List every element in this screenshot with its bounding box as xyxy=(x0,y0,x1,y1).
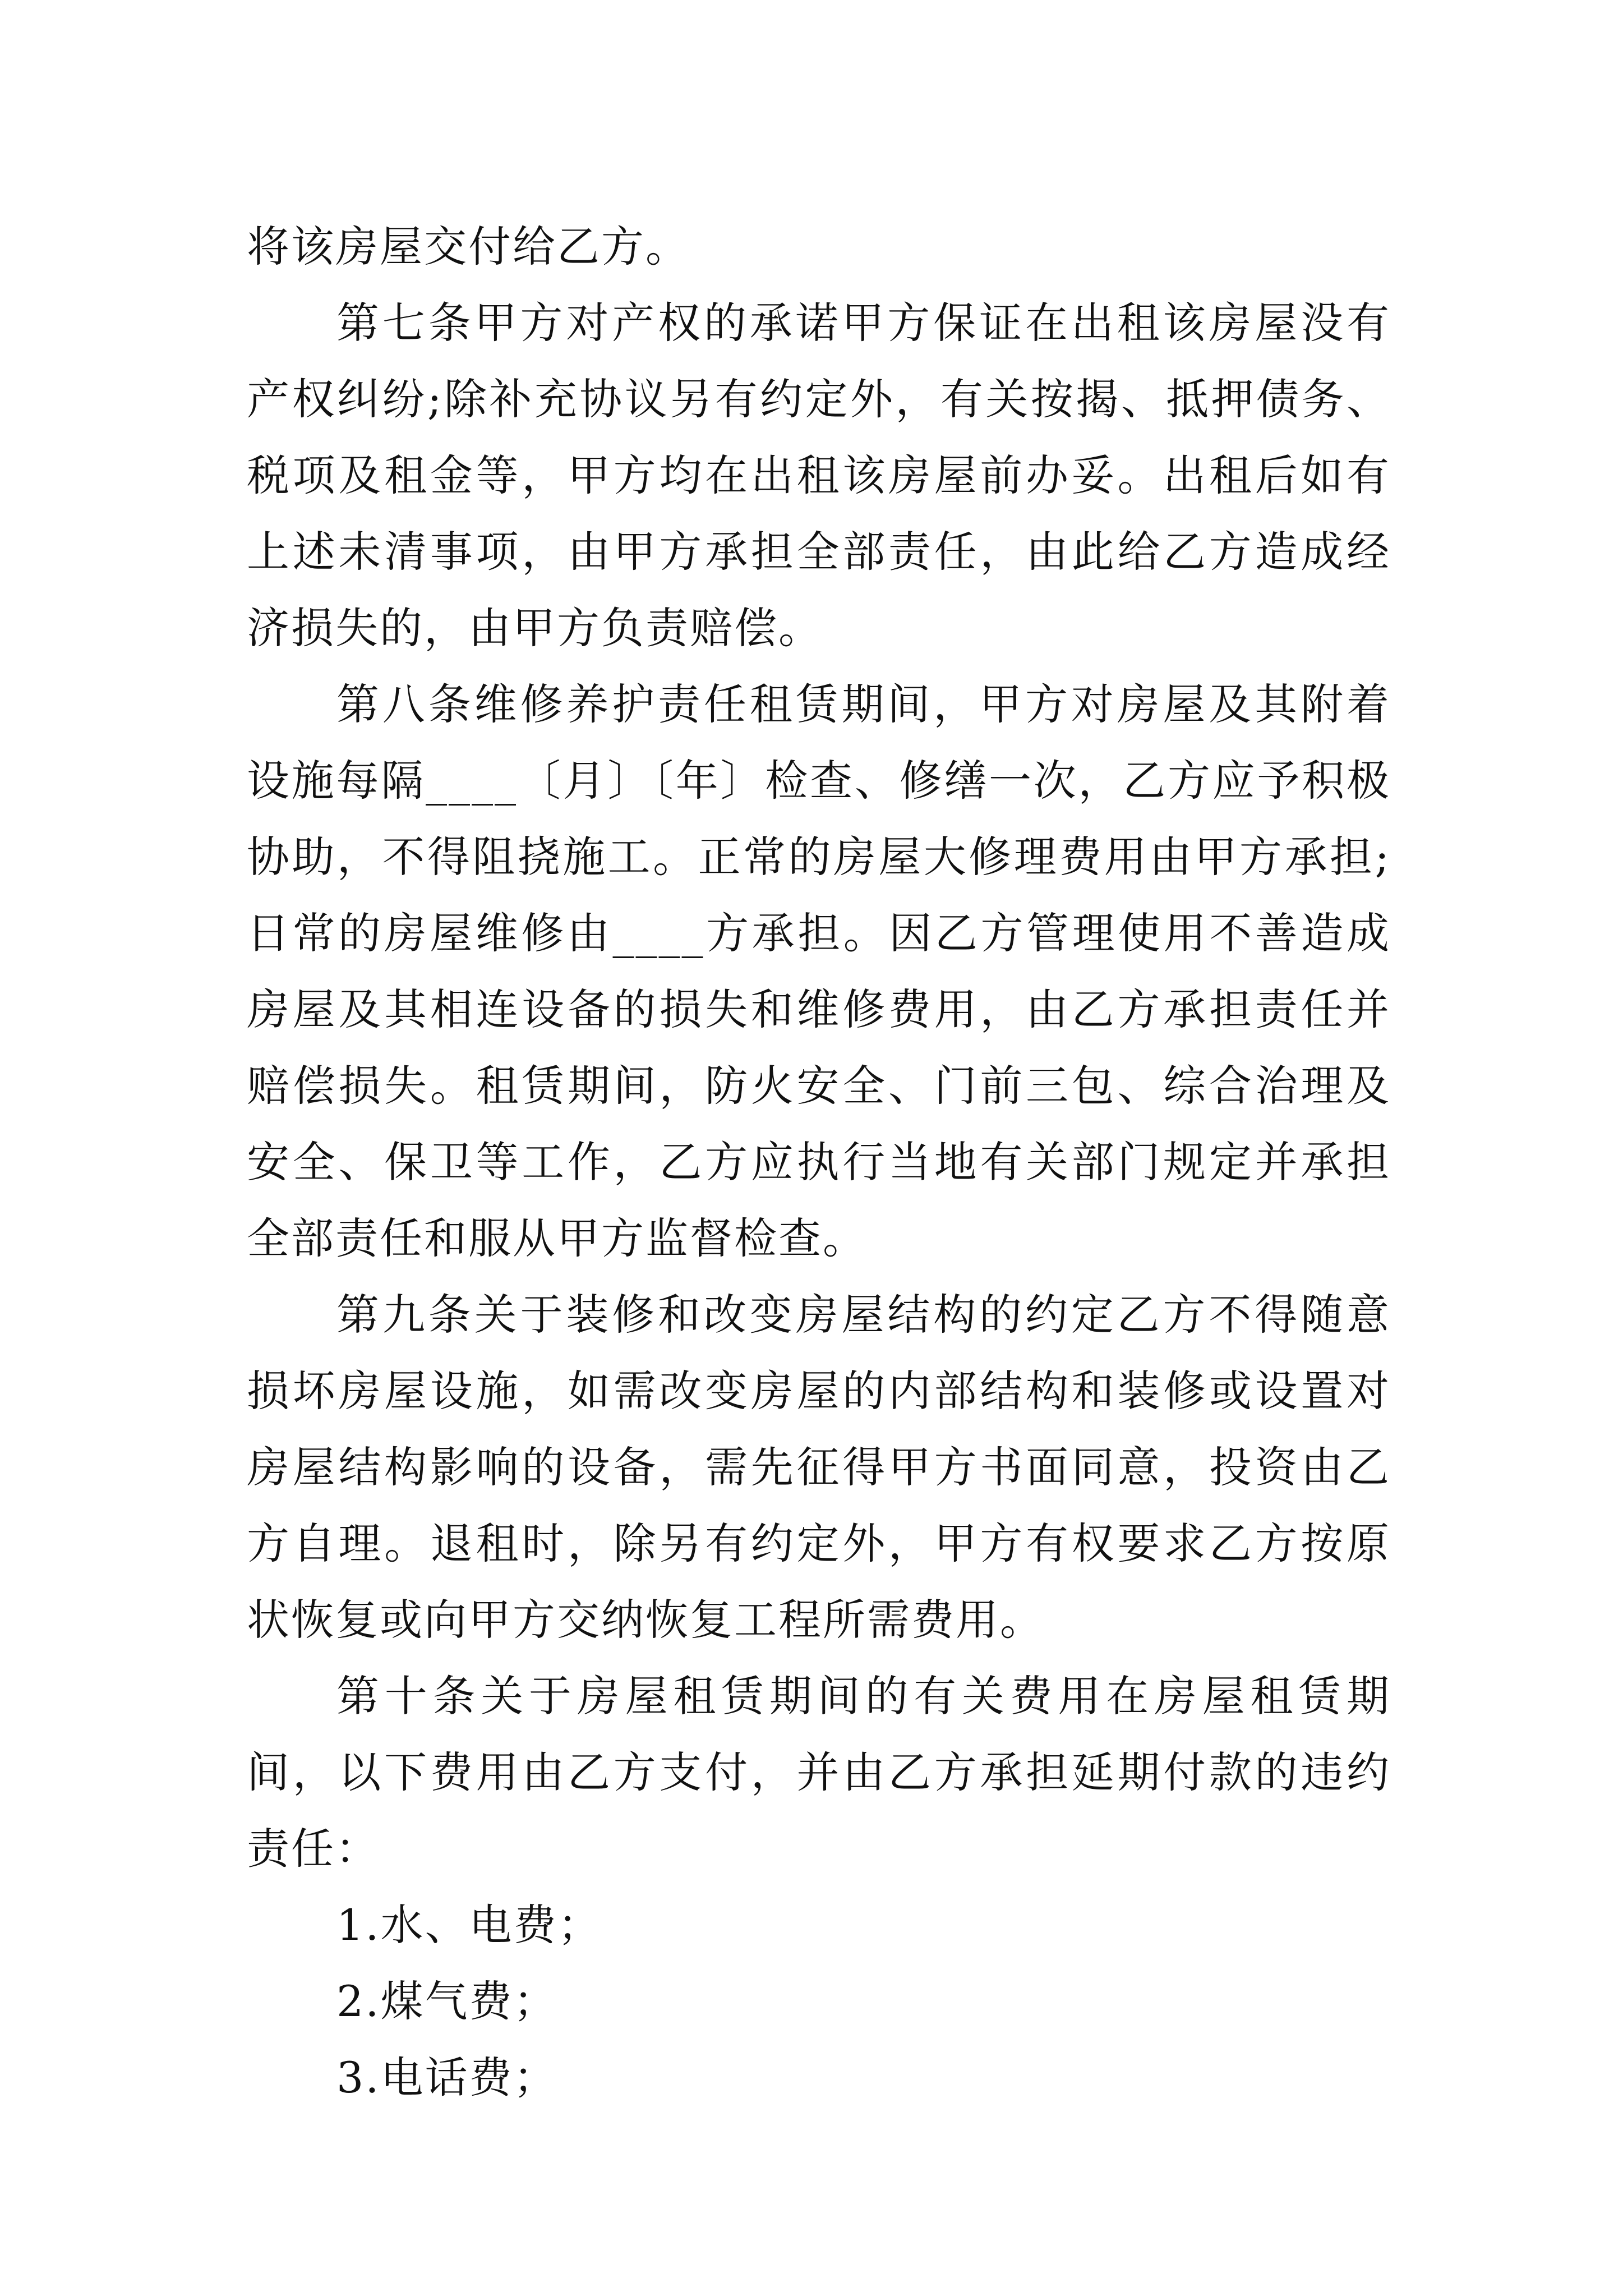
paragraph-article-9: 第九条关于装修和改变房屋结构的约定乙方不得随意损坏房屋设施，如需改变房屋的内部结构和装修或设置对房屋结构影响的设备，需先征得甲方书面同意，投资由乙方自理。退租时，除另有约定外，甲方有权要求乙方按原状恢复或向甲方交纳恢复工程所需费用。 xyxy=(247,1290,1391,1645)
list-item-water-electricity: 1.水、电费； xyxy=(336,1900,602,1950)
list-item-gas: 2.煤气费； xyxy=(336,1976,558,2026)
paragraph-article-10: 第十条关于房屋租赁期间的有关费用在房屋租赁期间，以下费用由乙方支付，并由乙方承担延期付款的违约责任： xyxy=(247,1671,1391,1874)
document-body xyxy=(247,209,1391,2116)
list-item-telephone: 3.电话费； xyxy=(336,2053,558,2102)
paragraph-article-8: 第八条维修养护责任租赁期间，甲方对房屋及其附着设施每隔____〔月〕〔年〕检查、修缮一次，乙方应予积极协助，不得阻挠施工。正常的房屋大修理费用由甲方承担;日常的房屋维修由____方承担。因乙方管理使用不善造成房屋及其相连设备的损失和维修费用，由乙方承担责任并赔偿损失。租赁期间，防火安全、门前三包、综合治理及安全、保卫等工作，乙方应执行当地有关部门规定并承担全部责任和服从甲方监督检查。 xyxy=(247,679,1391,1263)
paragraph-continuation: 将该房屋交付给乙方。 xyxy=(247,222,690,272)
paragraph-article-7: 第七条甲方对产权的承诺甲方保证在出租该房屋没有产权纠纷;除补充协议另有约定外，有关按揭、抵押债务、税项及租金等，甲方均在出租该房屋前办妥。出租后如有上述未清事项，由甲方承担全部责任，由此给乙方造成经济损失的，由甲方负责赔偿。 xyxy=(247,298,1391,653)
